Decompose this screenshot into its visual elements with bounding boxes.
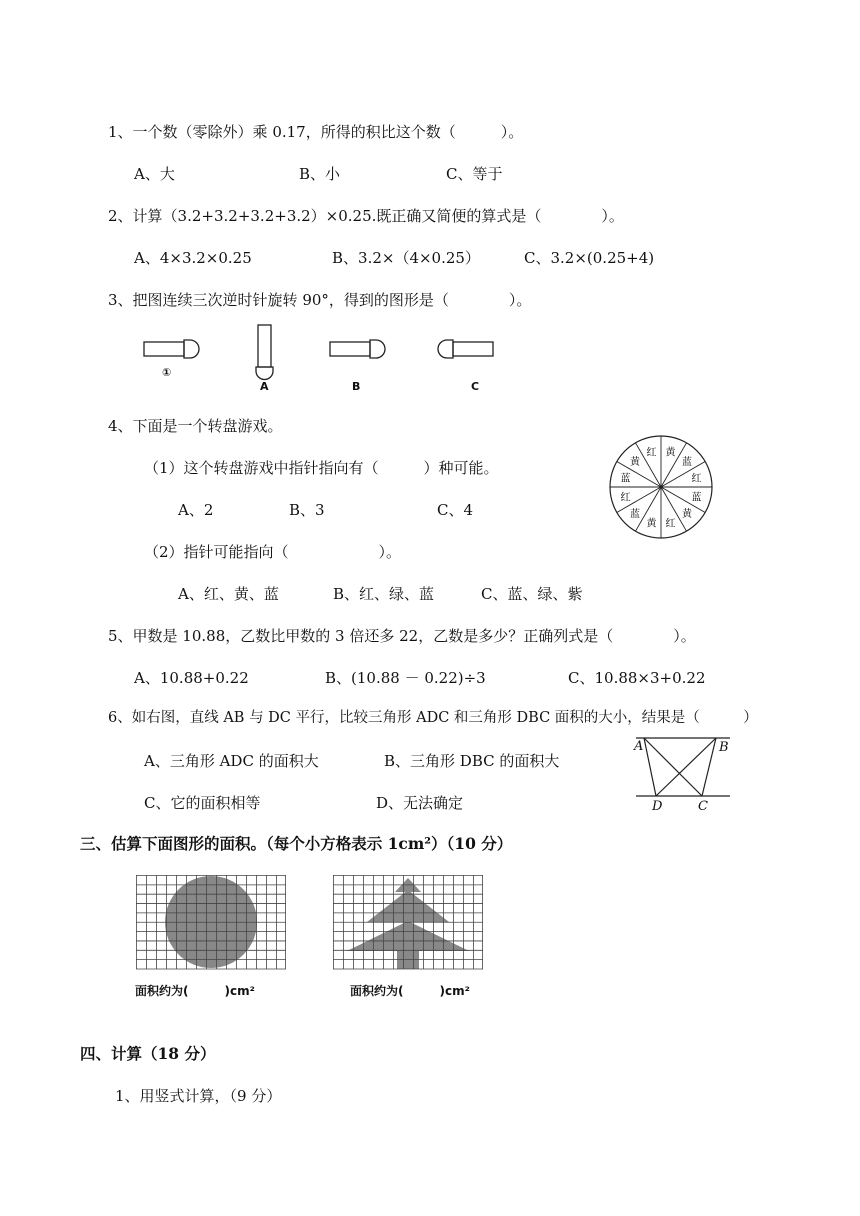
q3-rotation-figures [140, 320, 500, 400]
q4-sub2-option-b: B、红、绿、蓝 [333, 585, 435, 603]
q5-stem: 5、甲数是 10.88，乙数比甲数的 3 倍还多 22，乙数是多少？正确列式是（ ）。 [108, 627, 696, 645]
spinner-label: 红 [665, 518, 676, 530]
q6-stem: 6、如右图，直线 AB 与 DC 平行，比较三角形 ADC 和三角形 DBC 面积的大小，结果是（ ） [108, 710, 758, 726]
q3-option-a-shape [258, 325, 271, 367]
grid-circle-area-label: 面积约为( )cm² [135, 984, 255, 998]
q1-option-b: B、小 [299, 165, 341, 183]
spinner-label: 红 [646, 447, 657, 459]
q3-label-b: B [352, 380, 361, 393]
spinner-label: 红 [691, 473, 702, 485]
q3-original-shape [144, 342, 184, 356]
spinner-label: 蓝 [681, 457, 692, 469]
spinner-label: 黄 [646, 518, 657, 530]
spinner-label: 黄 [681, 508, 692, 520]
q6-option-a: A、三角形 ADC 的面积大 [144, 752, 319, 770]
q4-sub1-option-b: B、3 [289, 501, 325, 519]
spinner-label: 蓝 [691, 492, 702, 504]
q3-option-c-shape [453, 342, 493, 356]
q5-option-b: B、(10.88 － 0.22)÷3 [325, 669, 486, 687]
grid-circle-figure [136, 875, 286, 970]
q4-sub2-option-a: A、红、黄、蓝 [178, 585, 279, 603]
grid-tree-figure [333, 875, 483, 970]
q3-label-a: A [260, 380, 269, 393]
q4-sub2-option-c: C、蓝、绿、紫 [481, 585, 583, 603]
spinner-label: 黄 [665, 447, 676, 459]
q1-option-a: A、大 [134, 165, 175, 183]
q6-point-d: D [652, 799, 663, 814]
q6-point-b: B [719, 740, 729, 755]
q4-sub2: （2）指针可能指向（ ）。 [144, 543, 402, 561]
q6-option-b: B、三角形 DBC 的面积大 [384, 752, 560, 770]
q2-option-b: B、3.2×（4×0.25） [332, 249, 480, 267]
q3-label-original: ① [162, 366, 172, 379]
q4-sub1: （1）这个转盘游戏中指针指向有（ ）种可能。 [144, 459, 499, 477]
q3-label-c: C [471, 380, 480, 393]
q2-option-c: C、3.2×(0.25+4) [524, 249, 655, 267]
spinner-label: 红 [620, 492, 631, 504]
q1-option-c: C、等于 [446, 165, 503, 183]
q2-option-a: A、4×3.2×0.25 [134, 249, 252, 267]
spinner-label: 蓝 [630, 508, 641, 520]
spinner-wheel [606, 432, 716, 542]
spinner-label: 黄 [630, 457, 641, 469]
section3-title: 三、估算下面图形的面积。（每个小方格表示 1cm²）（10 分） [80, 834, 513, 853]
section4-title: 四、计算（18 分） [80, 1044, 216, 1063]
q4-sub1-option-a: A、2 [178, 501, 214, 519]
q4-stem: 4、下面是一个转盘游戏。 [108, 417, 283, 435]
q4-sub1-option-c: C、4 [437, 501, 474, 519]
q1-stem: 1、一个数（零除外）乘 0.17，所得的积比这个数（ ）。 [108, 123, 524, 141]
spinner-label: 蓝 [620, 473, 631, 485]
q2-stem: 2、计算（3.2+3.2+3.2+3.2）×0.25.既正确又简便的算式是（ ）。 [108, 207, 624, 225]
q6-point-a: A [634, 739, 644, 754]
grid-tree-area-label: 面积约为( )cm² [350, 984, 470, 998]
q3-stem: 3、把图连续三次逆时针旋转 90°，得到的图形是（ ）。 [108, 291, 532, 309]
q6-option-c: C、它的面积相等 [144, 794, 261, 812]
section4-sub1: 1、用竖式计算，（9 分） [115, 1087, 282, 1105]
q6-parallel-triangle-figure [630, 734, 734, 814]
q5-option-a: A、10.88+0.22 [134, 669, 249, 687]
q3-option-b-shape [330, 342, 370, 356]
q6-point-c: C [698, 799, 708, 814]
tree-shape [347, 878, 469, 969]
q5-option-c: C、10.88×3+0.22 [568, 669, 706, 687]
q6-option-d: D、无法确定 [376, 794, 464, 812]
